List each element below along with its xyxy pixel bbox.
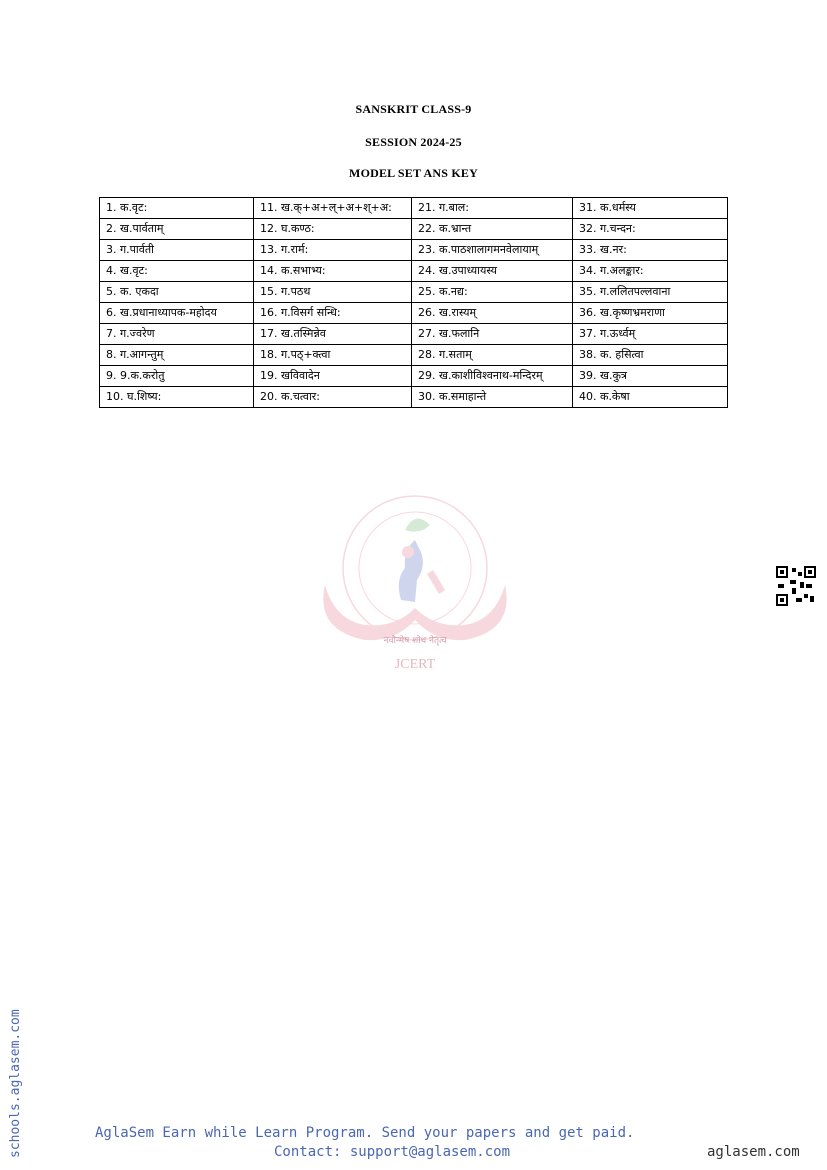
table-row [100,198,728,219]
answer-cell: 22. क.भ्रान्त [412,219,573,240]
answer-cell: 27. ख.फलानि [412,324,573,345]
answer-cell: 20. क.चत्वार: [254,387,412,408]
table-row [100,345,728,366]
answer-cell: 17. ख.तस्मिन्नेव [254,324,412,345]
logo-org-text: JCERT [394,657,436,672]
answer-cell: 39. ख.कुत्र [573,366,728,387]
answer-cell: 3. ग.पार्वती [100,240,254,261]
answer-cell: 33. ख.नर: [573,240,728,261]
answer-cell: 6. ख.प्रधानाध्यापक-महोदय [100,303,254,324]
footer-site[interactable]: aglasem.com [707,1144,800,1160]
jcert-logo-watermark [305,490,525,675]
answer-cell: 8. ग.आगन्तुम् [100,345,254,366]
logo-motto: नवोन्मेष शोध नेतृत्व [383,636,447,646]
table-row [100,366,728,387]
table-row [100,324,728,345]
footer-promo: AglaSem Earn while Learn Program. Send your papers and get paid. [95,1125,635,1141]
answer-cell: 15. ग.पठथ [254,282,412,303]
table-row [100,387,728,408]
answer-cell: 9. 9.क.करोतु [100,366,254,387]
table-row [100,219,728,240]
answer-cell: 7. ग.ज्वरेण [100,324,254,345]
document-title: SANSKRIT CLASS-9 [355,102,472,116]
session-label: SESSION 2024-25 [365,135,462,149]
answer-cell: 10. घ.शिष्य: [100,387,254,408]
table-row [100,261,728,282]
answer-cell: 38. क. हसित्वा [573,345,728,366]
answer-cell: 21. ग.बाल: [412,198,573,219]
qr-code-icon [776,566,816,606]
answer-cell: 4. ख.वृट: [100,261,254,282]
answer-cell: 14. क.सभाभ्य: [254,261,412,282]
answer-cell: 19. खविवादेन [254,366,412,387]
answer-cell: 5. क. एकदा [100,282,254,303]
table-row [100,240,728,261]
answer-cell: 30. क.समाहान्ते [412,387,573,408]
answer-cell: 12. घ.कण्ठ: [254,219,412,240]
answer-cell: 40. क.केषा [573,387,728,408]
answer-cell: 32. ग.चन्दन: [573,219,728,240]
answer-cell: 34. ग.अलङ्कार: [573,261,728,282]
answer-cell: 11. ख.क्+अ+ल्+अ+श्+अ: [254,198,412,219]
answer-cell: 31. क.धर्मस्य [573,198,728,219]
side-url[interactable]: schools.aglasem.com [8,1009,23,1158]
answer-cell: 37. ग.ऊर्ध्वम् [573,324,728,345]
answer-cell: 29. ख.काशीविश्वनाथ-मन्दिरम् [412,366,573,387]
answer-key-title: MODEL SET ANS KEY [349,166,478,180]
answer-cell: 26. ख.रास्यम् [412,303,573,324]
answer-cell: 24. ख.उपाध्यायस्य [412,261,573,282]
footer-contact[interactable]: Contact: support@aglasem.com [274,1144,511,1160]
table-row [100,303,728,324]
answer-cell: 2. ख.पार्वताम् [100,219,254,240]
answer-cell: 13. ग.रार्म: [254,240,412,261]
answer-cell: 36. ख.कृष्णभ्रमराणा [573,303,728,324]
answer-cell: 18. ग.पठ्+क्त्वा [254,345,412,366]
answer-cell: 1. क.वृट: [100,198,254,219]
answer-cell: 16. ग.विसर्ग सन्धि: [254,303,412,324]
answer-cell: 35. ग.ललितपल्लवाना [573,282,728,303]
answer-cell: 28. ग.सताम् [412,345,573,366]
answer-cell: 23. क.पाठशालागमनवेलायाम् [412,240,573,261]
answer-cell: 25. क.नद्य: [412,282,573,303]
table-row [100,282,728,303]
answer-key-table [99,197,728,408]
